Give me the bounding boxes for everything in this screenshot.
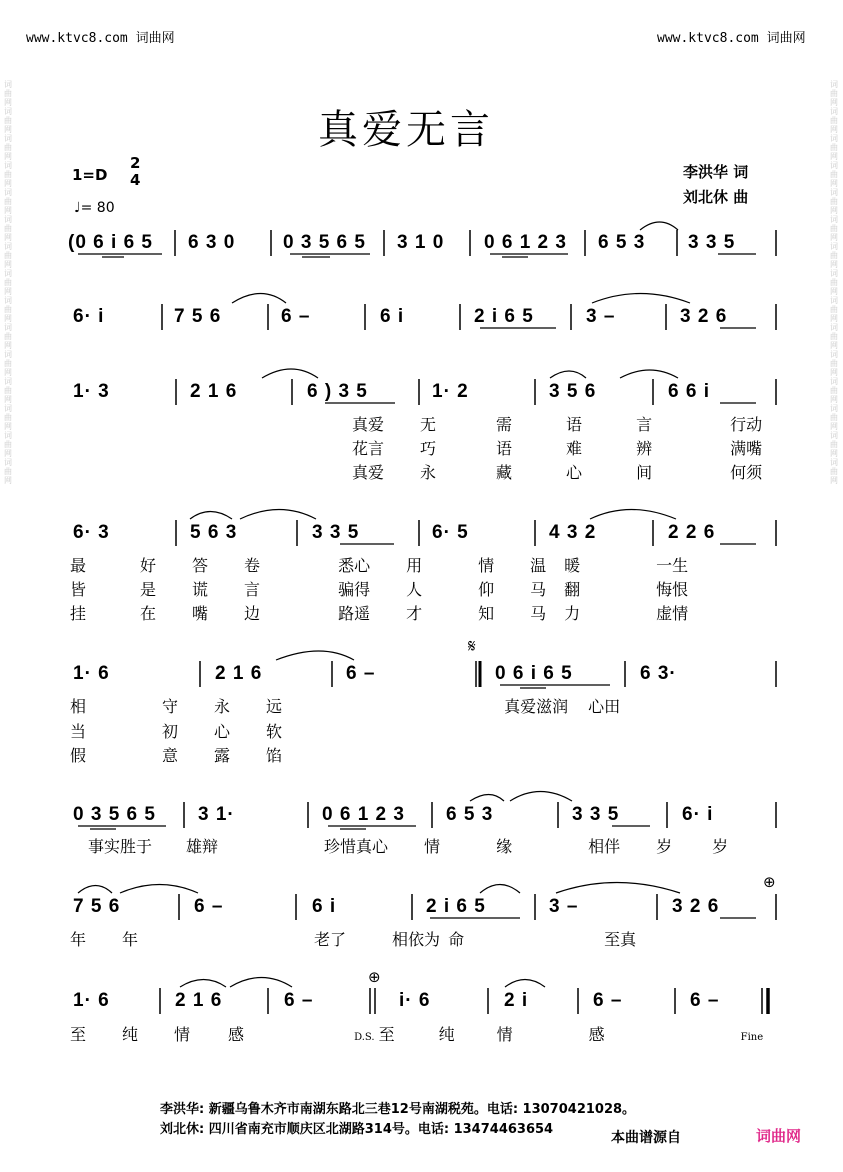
- measure-s8-m6: 6 –: [593, 990, 623, 1011]
- lyric-s3-v3: 真爱 永 藏 心 间 何须: [352, 463, 763, 482]
- measure-s8-m5: 2 i: [504, 990, 529, 1011]
- measure-s3-m2: 2 1 6: [190, 381, 238, 402]
- measure-s1-m1: (0 6 i 6 5: [68, 232, 153, 253]
- measure-s2-m1: 6· i: [73, 306, 105, 327]
- measure-s1-m5: 0 6 1 2 3: [484, 232, 567, 253]
- footer-source-label: 本曲谱源自: [611, 1130, 681, 1146]
- quarter-note-icon: ♩: [74, 200, 81, 216]
- measure-s5-m4: 0 6 i 6 5: [495, 663, 573, 684]
- measure-s3-m6: 6 6 i: [668, 381, 710, 402]
- measure-s1-m2: 6 3 0: [188, 232, 236, 253]
- lyric-s8-v1: 至 纯 情 感 D.S. 至 纯 情 感 Fine: [70, 1025, 764, 1044]
- measure-s7-m4: 2 i 6 5: [426, 896, 486, 917]
- measure-s3-m3: 6 ) 3 5: [307, 381, 368, 402]
- footer-composer-contact: 刘北休: 四川省南充市顺庆区北湖路314号。电话: 13474463654: [160, 1122, 554, 1137]
- composer-credit: 刘北休 曲: [683, 188, 749, 206]
- measure-s6-m2: 3 1·: [198, 804, 235, 825]
- segno-icon: 𝄋: [468, 636, 476, 657]
- measure-s6-m4: 6 5 3: [446, 804, 494, 825]
- measure-s6-m5: 3 3 5: [572, 804, 620, 825]
- footer-brand-logo: 词曲网: [756, 1127, 802, 1145]
- right-watermark: 词曲网词曲网词曲网词曲网词曲网词曲网词曲网词曲网词曲网词曲网词曲网词曲网词曲网词曲网词曲网: [830, 80, 838, 485]
- measure-s2-m6: 3 –: [586, 306, 616, 327]
- measure-s2-m3: 6 –: [281, 306, 311, 327]
- coda-icon: ⊕: [368, 968, 381, 986]
- measure-s2-m4: 6 i: [380, 306, 405, 327]
- measure-s2-m2: 7 5 6: [174, 306, 222, 327]
- measure-s4-m3: 3 3 5: [312, 522, 360, 543]
- measure-s3-m1: 1· 3: [73, 381, 110, 402]
- measure-s6-m3: 0 6 1 2 3: [322, 804, 405, 825]
- lyric-s5-v1: 相 守 永 远 真爱滋润 心田: [70, 697, 621, 716]
- measure-s4-m1: 6· 3: [73, 522, 110, 543]
- key-signature: 1=D: [72, 166, 108, 184]
- measure-s7-m1: 7 5 6: [73, 896, 121, 917]
- time-signature: 2 4: [130, 154, 141, 189]
- tempo-mark: ♩= 80: [74, 200, 115, 216]
- coda-icon: ⊕: [763, 873, 776, 891]
- measure-s7-m2: 6 –: [194, 896, 224, 917]
- measure-s8-m3: 6 –: [284, 990, 314, 1011]
- lyric-s3-v1: 真爱 无 需 语 言 行动: [352, 415, 763, 434]
- measure-s8-m4: i· 6: [399, 990, 431, 1011]
- measure-s1-m6: 6 5 3: [598, 232, 646, 253]
- measure-s7-m6: 3 2 6: [672, 896, 720, 917]
- lyric-s3-v2: 花言 巧 语 难 辨 满嘴: [352, 439, 763, 458]
- measure-s2-m7: 3 2 6: [680, 306, 728, 327]
- lyric-s7-v1: 年 年 老了 相依为 命 至真: [70, 930, 637, 949]
- measure-s6-m1: 0 3 5 6 5: [73, 804, 156, 825]
- measure-s7-m5: 3 –: [549, 896, 579, 917]
- footer-lyricist-contact: 李洪华: 新疆乌鲁木齐市南湖东路北三巷12号南湖税苑。电话: 13070421028。: [160, 1102, 636, 1117]
- measure-s4-m6: 2 2 6: [668, 522, 716, 543]
- lyric-s4-v1: 最 好 答 卷 悉心 用 情 温 暖 一生: [70, 556, 689, 575]
- lyric-s5-v3: 假 意 露 馅: [70, 746, 283, 765]
- measure-s8-m1: 1· 6: [73, 990, 110, 1011]
- lyric-s4-v2: 皆 是 谎 言 骗得 人 仰 马 翻 悔恨: [70, 580, 689, 599]
- measure-s8-m7: 6 –: [690, 990, 720, 1011]
- measure-s5-m1: 1· 6: [73, 663, 110, 684]
- measure-s4-m5: 4 3 2: [549, 522, 597, 543]
- measure-s5-m5: 6 3·: [640, 663, 677, 684]
- song-title: 真爱无言: [318, 107, 494, 153]
- lyricist-credit: 李洪华 词: [683, 163, 749, 181]
- measure-s2-m5: 2 i 6 5: [474, 306, 534, 327]
- lyric-s4-v3: 挂 在 嘴 边 路遥 才 知 马 力 虚情: [70, 604, 689, 623]
- measure-s4-m2: 5 6 3: [190, 522, 238, 543]
- measure-s3-m4: 1· 2: [432, 381, 469, 402]
- header-right-url: www.ktvc8.com 词曲网: [657, 31, 806, 46]
- left-watermark: 词曲网词曲网词曲网词曲网词曲网词曲网词曲网词曲网词曲网词曲网词曲网词曲网词曲网词曲网词曲网: [4, 80, 12, 485]
- measure-s1-m3: 0 3 5 6 5: [283, 232, 366, 253]
- measure-s3-m5: 3 5 6: [549, 381, 597, 402]
- lyric-s5-v2: 当 初 心 软: [70, 722, 283, 741]
- measure-s7-m3: 6 i: [312, 896, 337, 917]
- header-left-url: www.ktvc8.com 词曲网: [26, 31, 175, 46]
- measure-s8-m2: 2 1 6: [175, 990, 223, 1011]
- measure-s4-m4: 6· 5: [432, 522, 469, 543]
- measure-s6-m6: 6· i: [682, 804, 714, 825]
- measure-s1-m4: 3 1 0: [397, 232, 445, 253]
- measure-s5-m3: 6 –: [346, 663, 376, 684]
- measure-s1-m7: 3 3 5: [688, 232, 736, 253]
- measure-s5-m2: 2 1 6: [215, 663, 263, 684]
- lyric-s6-v1: 事实胜于 雄辩 珍惜真心 情 缘 相伴 岁 岁: [88, 837, 729, 856]
